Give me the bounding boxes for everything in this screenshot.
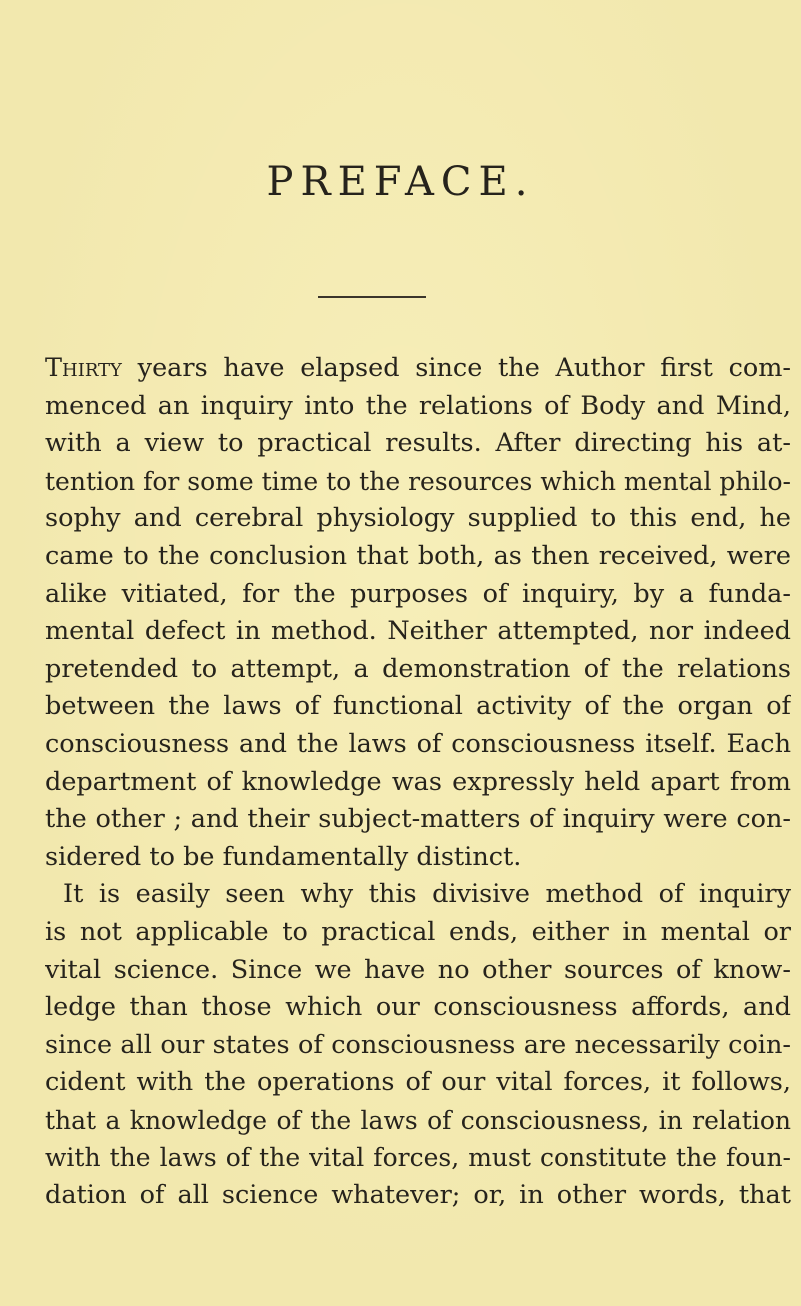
text-line: consciousness and the laws of consciousness itself. Each xyxy=(45,728,791,759)
page-title: PREFACE. xyxy=(266,159,535,205)
text-line: between the laws of functional activity of the organ of xyxy=(45,691,791,722)
text-line: the other ; and their subject-matters of inquiry were con- xyxy=(45,804,791,835)
text-line: It is easily seen why this divisive method of inquiry xyxy=(63,879,791,910)
first-word: Thirty xyxy=(45,353,122,383)
text-line: since all our states of consciousness are necessarily coin- xyxy=(45,1029,791,1060)
text-line: Thirty years have elapsed since the Author first com- xyxy=(45,353,791,383)
text-line: tention for some time to the resources which mental philo- xyxy=(45,466,791,496)
text-line: alike vitiated, for the purposes of inquiry, by a funda- xyxy=(45,578,791,609)
text-line: sophy and cerebral physiology supplied to this end, he xyxy=(45,503,791,534)
text-line: came to the conclusion that both, as then received, were xyxy=(45,540,791,571)
text-line: vital science. Since we have no other sources of know- xyxy=(45,954,791,985)
text-line: is not applicable to practical ends, either in mental or xyxy=(45,916,791,947)
text-line: ledge than those which our consciousness affords, and xyxy=(45,992,791,1023)
text-line: cident with the operations of our vital forces, it follows, xyxy=(45,1067,791,1098)
text-line: that a knowledge of the laws of consciousness, in relation xyxy=(45,1105,791,1135)
text-line: pretended to attempt, a demonstration of the relations xyxy=(45,653,791,684)
title-divider xyxy=(318,296,426,298)
text-line: mental defect in method. Neither attempted, nor indeed xyxy=(45,616,791,647)
text-line: with the laws of the vital forces, must constitute the foun- xyxy=(45,1143,791,1173)
text-line: menced an inquiry into the relations of Body and Mind, xyxy=(45,390,791,421)
text-line: with a view to practical results. After directing his at- xyxy=(45,428,791,459)
text-line: department of knowledge was expressly held apart from xyxy=(45,766,791,797)
text-line: sidered to be fundamentally distinct. xyxy=(45,841,522,872)
preface-text xyxy=(45,350,791,1215)
text-line: dation of all science whatever; or, in other words, that xyxy=(45,1180,791,1211)
